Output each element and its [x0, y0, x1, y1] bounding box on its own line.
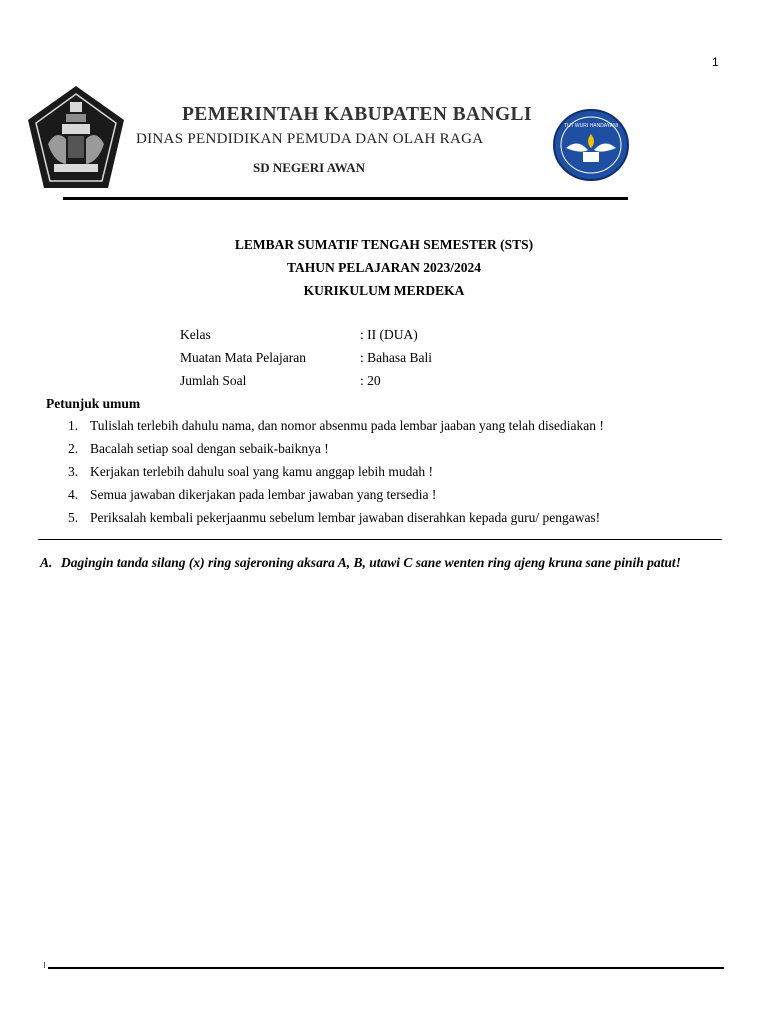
curriculum-name: KURIKULUM MERDEKA: [303, 283, 465, 298]
tut-wuri-handayani-logo: [552, 108, 630, 182]
meta-label: Muatan Mata Pelajaran: [180, 350, 306, 365]
instruction-item: [68, 418, 604, 434]
meta-label: Jumlah Soal: [180, 373, 247, 388]
government-name: PEMERINTAH KABUPATEN BANGLI: [182, 104, 532, 125]
instruction-item: [68, 510, 600, 526]
instruction-item: [68, 441, 329, 457]
meta-value: : 20: [360, 373, 381, 388]
footer-divider: [48, 967, 724, 969]
instruction-item: [68, 464, 433, 480]
instruction-number: 5.: [68, 510, 79, 525]
instruction-text: Semua jawaban dikerjakan pada lembar jawaban yang tersedia !: [90, 487, 437, 502]
instruction-number: 3.: [68, 464, 79, 479]
instruction-item: [68, 487, 436, 503]
meta-value: : Bahasa Bali: [360, 350, 432, 365]
meta-value: : II (DUA): [360, 327, 418, 342]
logo-motto-text: TUT WURI HANDAYANI: [563, 123, 619, 129]
instruction-text: Bacalah setiap soal dengan sebaik-baiknya !: [90, 441, 329, 456]
regency-emblem-logo: [26, 84, 126, 190]
instructions-heading: Petunjuk umum: [46, 396, 141, 411]
section-label: A.: [40, 555, 53, 570]
header-divider: [63, 197, 628, 200]
footer-mark: [44, 962, 45, 968]
page-number: 1: [712, 55, 719, 69]
instruction-number: 1.: [68, 418, 79, 433]
meta-label: Kelas: [180, 327, 211, 342]
instruction-text: Periksalah kembali pekerjaanmu sebelum lembar jawaban diserahkan kepada guru/ pengawas!: [90, 510, 601, 525]
section-a-instruction: [40, 553, 724, 572]
document-title: LEMBAR SUMATIF TENGAH SEMESTER (STS): [234, 237, 534, 252]
section-text: Dagingin tanda silang (x) ring sajeroning aksara A, B, utawi C sane wenten ring ajeng kruna sane pinih patut!: [61, 555, 681, 570]
school-name: SD NEGERI AWAN: [253, 160, 365, 175]
academic-year: TAHUN PELAJARAN 2023/2024: [286, 260, 481, 275]
instruction-number: 4.: [68, 487, 79, 502]
instruction-text: Kerjakan terlebih dahulu soal yang kamu anggap lebih mudah !: [90, 464, 434, 479]
section-divider: [38, 539, 722, 540]
instruction-text: Tulislah terlebih dahulu nama, dan nomor absenmu pada lembar jaaban yang telah disediakan !: [90, 418, 604, 433]
instruction-number: 2.: [68, 441, 79, 456]
department-name: DINAS PENDIDIKAN PEMUDA DAN OLAH RAGA: [136, 131, 484, 147]
